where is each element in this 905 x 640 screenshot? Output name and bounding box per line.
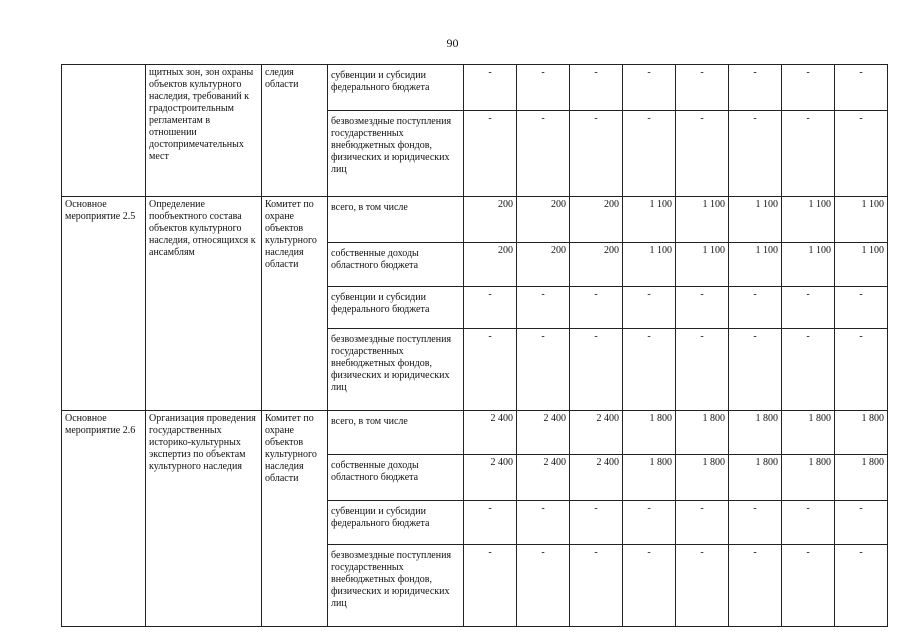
value-cell: 1 100 [729,243,782,287]
value-cell: - [676,287,729,329]
value-cell: - [464,111,517,197]
value-cell: 2 400 [464,455,517,501]
value-cell: - [517,545,570,627]
value-cell: 1 100 [623,197,676,243]
value-cell: 1 800 [623,455,676,501]
value-cell: - [782,111,835,197]
value-cell: - [623,545,676,627]
value-cell: - [517,111,570,197]
value-cell: - [835,65,888,111]
value-cell: - [782,545,835,627]
value-cell: - [676,545,729,627]
value-cell: 1 800 [729,455,782,501]
funding-source-cell: субвенции и субсидии федерального бюджета [328,501,464,545]
value-cell: - [570,501,623,545]
value-cell: - [570,111,623,197]
value-cell: - [570,65,623,111]
value-cell: 1 100 [676,197,729,243]
value-cell: 1 800 [623,411,676,455]
value-cell: - [517,287,570,329]
value-cell: 200 [517,197,570,243]
value-cell: 2 400 [517,455,570,501]
value-cell: 2 400 [517,411,570,455]
funding-source-cell: безвозмездные поступления государственных внебюджетных фондов, физических и юридических лиц [328,545,464,627]
value-cell: - [676,65,729,111]
measure-code-cell: Основное мероприятие 2.6 [62,411,146,627]
executor-cell: Комитет по охране объектов культурного наследия области [262,411,328,627]
table-row [62,65,888,111]
value-cell: 200 [517,243,570,287]
value-cell: - [517,65,570,111]
value-cell: 200 [464,243,517,287]
value-cell: - [729,65,782,111]
value-cell: - [782,65,835,111]
table-row [62,197,888,243]
value-cell: - [835,501,888,545]
executor-cell: следия области [262,65,328,197]
value-cell: - [623,329,676,411]
value-cell: - [676,111,729,197]
value-cell: 1 800 [782,411,835,455]
value-cell: 1 800 [782,455,835,501]
value-cell: - [464,545,517,627]
value-cell: 200 [464,197,517,243]
value-cell: - [729,501,782,545]
value-cell: 1 100 [782,197,835,243]
value-cell: - [729,287,782,329]
value-cell: 1 800 [676,411,729,455]
funding-source-cell: безвозмездные поступления государственных внебюджетных фондов, физических и юридических лиц [328,329,464,411]
value-cell: - [782,287,835,329]
table-row [62,411,888,455]
value-cell: - [517,329,570,411]
value-cell: 1 800 [676,455,729,501]
value-cell: 1 800 [835,455,888,501]
value-cell: 1 100 [835,243,888,287]
value-cell: 1 100 [782,243,835,287]
value-cell: 200 [570,243,623,287]
value-cell: - [676,329,729,411]
value-cell: - [570,287,623,329]
page-number: 90 [446,36,459,50]
budget-table [61,64,888,627]
value-cell: - [835,287,888,329]
value-cell: 1 100 [623,243,676,287]
value-cell: - [835,329,888,411]
value-cell: 2 400 [570,411,623,455]
value-cell: - [623,287,676,329]
value-cell: - [464,65,517,111]
funding-source-cell: безвозмездные поступления государственных внебюджетных фондов, физических и юридических лиц [328,111,464,197]
value-cell: 1 100 [676,243,729,287]
value-cell: 1 800 [729,411,782,455]
funding-source-cell: всего, в том числе [328,411,464,455]
funding-source-cell: всего, в том числе [328,197,464,243]
value-cell: 1 100 [729,197,782,243]
funding-source-cell: субвенции и субсидии федерального бюджета [328,287,464,329]
value-cell: - [676,501,729,545]
value-cell: - [623,111,676,197]
value-cell: - [517,501,570,545]
value-cell: - [464,287,517,329]
value-cell: 200 [570,197,623,243]
value-cell: 1 100 [835,197,888,243]
value-cell: 2 400 [464,411,517,455]
value-cell: - [464,501,517,545]
value-cell: - [623,501,676,545]
value-cell: 2 400 [570,455,623,501]
measure-name-cell: Определение пообъектного состава объектов культурного наследия, относящихся к ансамблям [146,197,262,411]
value-cell: - [570,545,623,627]
value-cell: - [464,329,517,411]
value-cell: - [729,545,782,627]
funding-source-cell: субвенции и субсидии федерального бюджета [328,65,464,111]
value-cell: - [782,329,835,411]
funding-source-cell: собственные доходы областного бюджета [328,455,464,501]
value-cell: - [729,329,782,411]
measure-code-cell: Основное мероприятие 2.5 [62,197,146,411]
measure-code-cell [62,65,146,197]
value-cell: - [835,111,888,197]
measure-name-cell: Организация проведения государственных историко-культурных экспертиз по объектам культурного наследия [146,411,262,627]
executor-cell: Комитет по охране объектов культурного наследия области [262,197,328,411]
measure-name-cell: щитных зон, зон охраны объектов культурного наследия, требований к градостроительным регламентам в отношении достопримечательных мест [146,65,262,197]
funding-source-cell: собственные доходы областного бюджета [328,243,464,287]
value-cell: - [623,65,676,111]
value-cell: 1 800 [835,411,888,455]
value-cell: - [835,545,888,627]
value-cell: - [570,329,623,411]
value-cell: - [782,501,835,545]
value-cell: - [729,111,782,197]
